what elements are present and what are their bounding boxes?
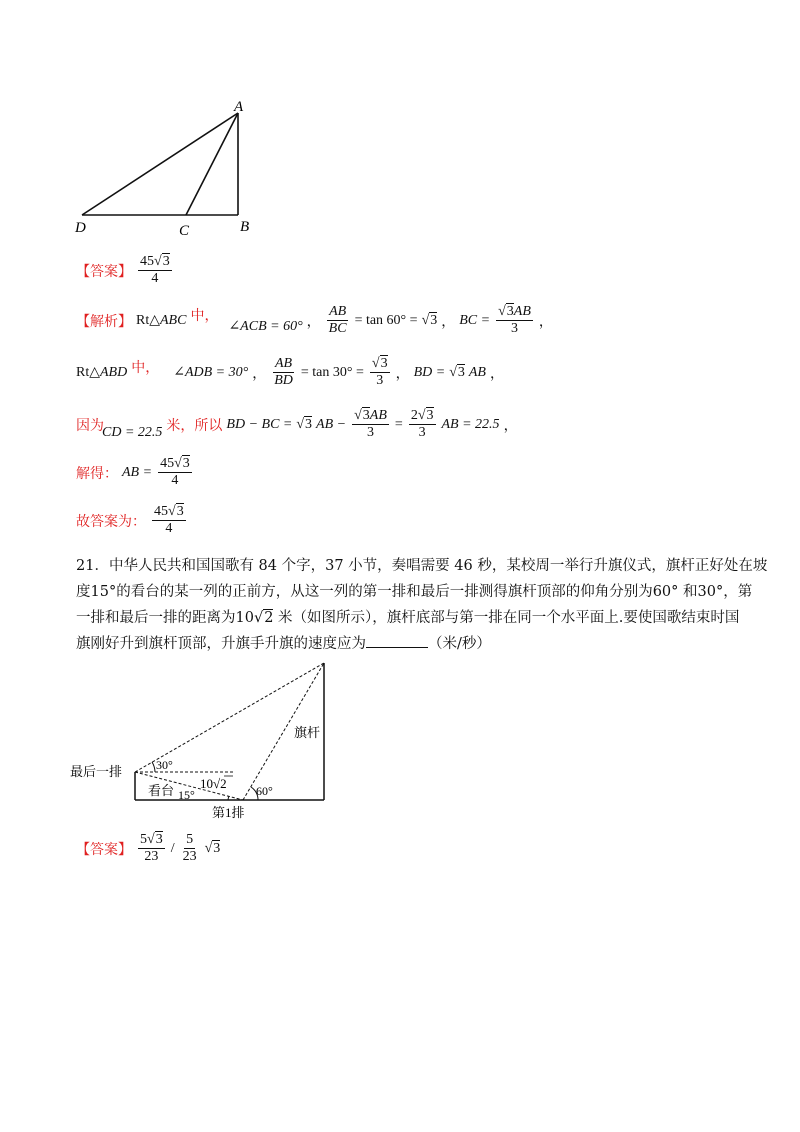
figure-flagpole [70,655,360,825]
rad: 3 [176,504,184,519]
angle-acb: ∠ACB = 60° [228,319,303,334]
question-21 [76,553,768,657]
label-stand: 看台 [148,783,175,798]
frac-5sqrt3-23: $\frac{5√3}{23}$ [140,832,163,864]
analysis-line-2 [76,356,504,389]
bd-minus-bc: BD − BC = [226,416,293,432]
label-c: C [179,223,190,239]
frac-45sqrt3-4: $\frac{45√3}{4}$ [154,504,184,536]
rad: 3 [305,416,313,432]
answer-blank [366,633,428,648]
answer-1 [76,254,174,287]
q21-line-4 [76,631,736,657]
rad: 3 [457,364,465,380]
frac-sqrt3ab-3: $\frac{√3AB}{3}$ [354,408,387,440]
rad: 3 [182,456,190,471]
den: 3 [367,425,374,440]
label-15: 15° [178,788,195,802]
rad: 3 [162,254,170,269]
q21-line-3: 一排和最后一排的距离为10√2 米（如图所示），旗杆底部与第一排在同一个水平面上.要使国歌结束时国 [76,610,740,626]
sqrt3: √3 [449,364,465,380]
label-dist: 10√2 [200,776,227,791]
bc-eq: BC = [459,312,491,328]
analysis-line-4 [76,456,194,489]
dist-num: 10 [200,776,213,791]
text: 米（如图所示），旗杆底部与第一排在同一个水平面上.要使国歌结束时国 [273,610,740,626]
rt-symbol: Rt△ [136,313,160,328]
comma: ， [503,418,518,434]
num: 45 [140,254,154,269]
frac-5-23 [181,832,199,865]
comma: ， [489,366,504,382]
den: 3 [376,373,384,388]
eq: = [394,416,403,432]
yinwei: 因为 [76,417,104,434]
rad: 3 [426,408,434,423]
den: BC [328,321,347,336]
ab-eq: AB = [122,464,153,480]
rad: 3 [362,408,370,423]
eq-tan30: = tan 30° = [300,364,364,380]
rad: 2 [264,610,274,626]
answer-label: 【答案】 [76,263,132,280]
sqrt3: √3 [204,840,221,856]
figure-triangle-abd [60,95,290,245]
rad: 3 [430,312,438,328]
label-60: 60° [256,784,273,798]
sqrt3: √3 [296,416,313,432]
analysis-line-5 [76,504,188,537]
answer-fraction: $\frac{45√3}{4}$ [140,254,170,286]
analysis-label: 【解析】 [76,313,132,330]
label-d: D [75,220,86,236]
num: 45 [154,504,168,519]
label-30: 30° [156,758,173,772]
comma: ， [395,366,410,382]
den: 4 [165,521,173,536]
segment-da [82,113,238,215]
label-last-row: 最后一排 [70,764,123,779]
comma: ， [441,314,456,330]
tri-abc: ABC [160,312,187,328]
num: 5 [140,832,147,847]
frac-bc: $\frac{√3AB}{3}$ [498,304,531,336]
eq-tan60: = tan 60° = [354,312,418,328]
label-a: A [234,99,244,115]
angle-adb: ∠ADB = 30° [173,365,249,380]
text: 旗刚好升到旗杆顶部，升旗手升旗的速度应为 [76,636,366,652]
answer-2 [76,832,220,865]
rad: 3 [380,356,388,371]
segment-ca [186,113,238,215]
rad: 3 [155,832,163,847]
frac-45sqrt3-4: $\frac{45√3}{4}$ [160,456,190,488]
frac-2sqrt3-3: $\frac{2√3}{3}$ [410,408,434,440]
num: 45 [160,456,175,471]
dist-rad: 2 [220,776,227,791]
two: 2 [410,408,418,423]
rad: 3 [506,304,514,319]
comma: ， [306,314,321,330]
jiede: 解得： [76,465,118,482]
rt-symbol: Rt△ [76,365,100,380]
ab-result: AB = 22.5 [441,416,500,432]
analysis-line-3 [76,408,518,441]
zhong: 中， [131,359,160,376]
gu-answer: 故答案为： [76,513,146,530]
ab: AB [513,304,531,319]
q21-line-2: 度15°的看台的某一列的正前方，从这一列的第一排和最后一排测得旗杆顶部的仰角分别为60° 和30°，第 [76,584,753,600]
arc-30 [152,762,155,772]
den: 23 [182,849,197,864]
sqrt3: √3 [421,312,438,328]
num: 5 [186,832,194,847]
ab-minus: AB − [316,416,347,432]
frac-ab-bd [272,356,295,389]
den: 4 [171,473,179,488]
num: AB [329,304,347,319]
bd-eq: BD = [413,364,446,380]
comma: ， [252,366,267,382]
q21-line-1: 21．中华人民共和国国歌有 84 个字，37 小节，奏唱需要 46 秒，某校周一举行升旗仪式，旗杆正好处在坡 [76,558,768,574]
label-pole: 旗杆 [294,725,321,740]
den: 23 [144,849,159,864]
ab: AB [369,408,387,423]
frac-ab-bc [327,304,349,337]
text: 一排和最后一排的距离为10 [76,610,254,626]
zhong: 中， [190,307,219,324]
tri-abd: ABD [100,364,128,380]
mi-suoyi: 米，所以 [166,417,223,434]
comma: ， [538,314,553,330]
den: 3 [418,425,426,440]
analysis-line-1 [76,304,553,337]
sight-last-row [135,663,324,772]
label-b: B [240,219,250,235]
text: （米/秒） [428,636,491,652]
den: BD [274,373,293,388]
frac-sqrt3-3: $\frac{√3}{3}$ [371,356,388,388]
cd-value: CD = 22.5 [102,424,163,440]
rad: 3 [213,840,221,856]
answer-label: 【答案】 [76,841,132,858]
den: 4 [151,271,159,286]
den: 3 [510,321,518,336]
label-first-row: 第1排 [212,805,245,820]
num: AB [275,356,293,371]
ab: AB [468,364,486,380]
slash: / [170,840,175,856]
